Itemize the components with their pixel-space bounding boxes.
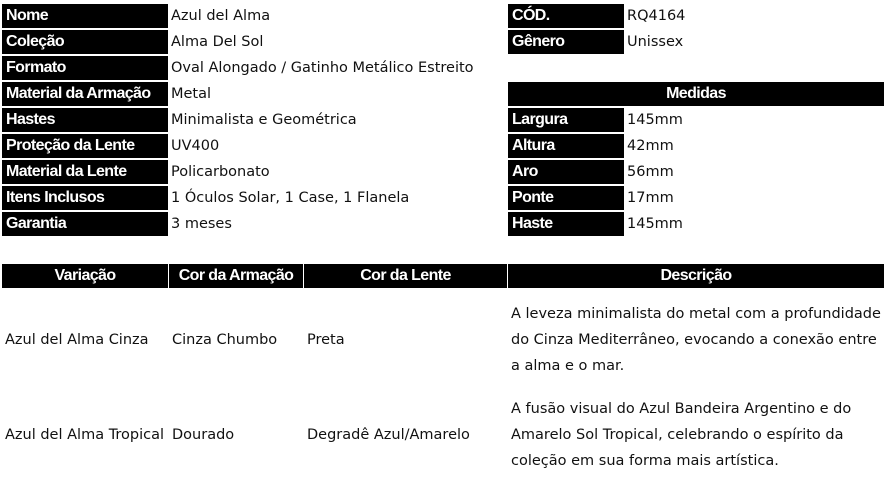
spec-label-formato: Formato — [2, 56, 168, 80]
code-value: RQ4164 — [627, 8, 686, 24]
measurements-title: Medidas — [508, 82, 884, 106]
spec-value-material-lente: Policarbonato — [171, 164, 270, 180]
spec-label-itens-inclusos: Itens Inclusos — [2, 186, 168, 210]
header-cor-armacao: Cor da Armação — [169, 264, 303, 288]
measure-label-altura: Altura — [508, 134, 624, 158]
spec-value-garantia: 3 meses — [171, 216, 232, 232]
measure-label-haste: Haste — [508, 212, 624, 236]
spec-label-protecao-lente: Proteção da Lente — [2, 134, 168, 158]
spec-label-colecao: Coleção — [2, 30, 168, 54]
spec-value-colecao: Alma Del Sol — [171, 34, 264, 50]
measure-value-altura: 42mm — [627, 138, 674, 154]
row-cor-lente: Degradê Azul/Amarelo — [307, 427, 470, 443]
gender-label: Gênero — [508, 30, 624, 54]
header-cor-lente: Cor da Lente — [304, 264, 507, 288]
measure-label-ponte: Ponte — [508, 186, 624, 210]
measure-value-aro: 56mm — [627, 164, 674, 180]
measure-value-ponte: 17mm — [627, 190, 674, 206]
spec-value-hastes: Minimalista e Geométrica — [171, 112, 357, 128]
spec-label-nome: Nome — [2, 4, 168, 28]
spec-value-nome: Azul del Alma — [171, 8, 271, 24]
gender-value: Unissex — [627, 34, 684, 50]
spec-label-hastes: Hastes — [2, 108, 168, 132]
spec-label-material-armacao: Material da Armação — [2, 82, 168, 106]
row-variacao: Azul del Alma Tropical — [5, 427, 165, 443]
spec-value-itens-inclusos: 1 Óculos Solar, 1 Case, 1 Flanela — [171, 190, 410, 206]
measure-value-haste: 145mm — [627, 216, 683, 232]
row-cor-armacao: Dourado — [172, 427, 235, 443]
row-variacao: Azul del Alma Cinza — [5, 332, 149, 348]
code-label: CÓD. — [508, 4, 624, 28]
row-cor-armacao: Cinza Chumbo — [172, 332, 278, 348]
spec-value-protecao-lente: UV400 — [171, 138, 220, 154]
spec-value-formato: Oval Alongado / Gatinho Metálico Estreito — [171, 60, 474, 76]
row-descricao: A leveza minimalista do metal com a profundidade do Cinza Mediterrâneo, evocando a conexão entre a alma e o mar. — [511, 306, 881, 374]
spec-value-material-armacao: Metal — [171, 86, 212, 102]
measure-value-largura: 145mm — [627, 112, 683, 128]
measure-label-largura: Largura — [508, 108, 624, 132]
header-variacao: Variação — [2, 264, 168, 288]
row-cor-lente: Preta — [307, 332, 345, 348]
spec-label-garantia: Garantia — [2, 212, 168, 236]
spec-label-material-lente: Material da Lente — [2, 160, 168, 184]
row-descricao: A fusão visual do Azul Bandeira Argentino e do Amarelo Sol Tropical, celebrando o espírito da coleção em sua forma mais artística. — [511, 401, 852, 469]
header-descricao: Descrição — [508, 264, 884, 288]
measure-label-aro: Aro — [508, 160, 624, 184]
